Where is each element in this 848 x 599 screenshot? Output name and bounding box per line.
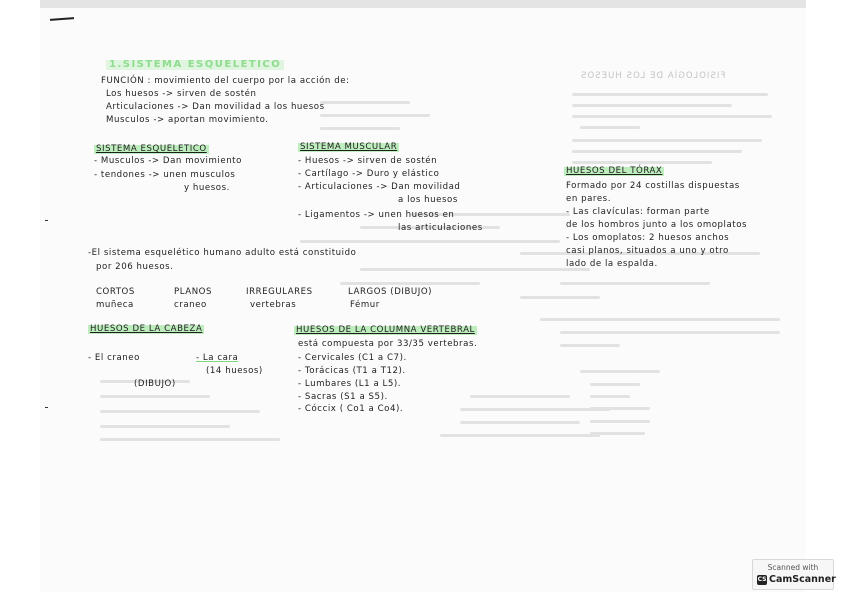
list-item: - El craneo: [88, 353, 140, 363]
list-item: - Huesos -> sirven de sostén: [298, 156, 438, 166]
list-item: - Cóccix ( Co1 a Co4).: [298, 404, 404, 414]
bone-type-example: craneo: [174, 300, 207, 310]
bone-type-label: CORTOS: [96, 287, 135, 297]
watermark-brand: CamScanner: [769, 574, 836, 585]
statement-line: -El sistema esquelético humano adulto está constituido: [88, 248, 357, 258]
margin-tick: [45, 407, 48, 408]
bone-type-example: Fémur: [350, 300, 380, 310]
list-item: y huesos.: [184, 183, 230, 193]
note: (DIBUJO): [134, 379, 176, 389]
list-item: Formado por 24 costillas dispuestas: [566, 181, 740, 191]
list-item: - Los omoplatos: 2 huesos anchos: [566, 233, 730, 243]
section-heading: HUESOS DE LA CABEZA: [90, 324, 203, 334]
bone-type-example: vertebras: [250, 300, 297, 310]
bone-type-label: LARGOS (DIBUJO): [348, 287, 433, 297]
page-top-shadow: [40, 0, 806, 8]
list-item: - Torácicas (T1 a T12).: [298, 366, 406, 376]
bone-type-example: muñeca: [96, 300, 134, 310]
list-item: de los hombros junto a los omoplatos: [566, 220, 748, 230]
margin-tick: [45, 220, 48, 221]
section-heading: HUESOS DE LA COLUMNA VERTEBRAL: [296, 325, 475, 335]
intro-line: Los huesos -> sirven de sostén: [106, 89, 257, 99]
watermark-caption: Scanned with: [767, 563, 819, 572]
section-heading: SISTEMA MUSCULAR: [300, 142, 398, 152]
section-heading: SISTEMA ESQUELETICO: [96, 144, 207, 154]
intro-line: Articulaciones -> Dan movilidad a los huesos: [106, 102, 325, 112]
camscanner-watermark: [752, 559, 834, 590]
list-item: - La cara: [196, 353, 239, 363]
list-item: - Cartílago -> Duro y elástico: [298, 169, 440, 179]
list-item: las articulaciones: [398, 223, 483, 233]
bone-type-label: PLANOS: [174, 287, 212, 297]
list-item: - tendones -> unen musculos: [94, 170, 236, 180]
list-item: - Lumbares (L1 a L5).: [298, 379, 402, 389]
list-item: a los huesos: [398, 195, 458, 205]
list-item: casi planos, situados a uno y otro: [566, 246, 729, 256]
camscanner-logo-icon: CS: [757, 576, 767, 583]
list-item: - Articulaciones -> Dan movilidad: [298, 182, 461, 192]
section-subtitle: está compuesta por 33/35 vertebras.: [298, 339, 478, 349]
list-item: - Ligamentos -> unen huesos en: [298, 210, 455, 220]
list-item: lado de la espalda.: [566, 259, 658, 269]
list-item: - Musculos -> Dan movimiento: [94, 156, 242, 166]
list-item: en pares.: [566, 194, 611, 204]
note: (14 huesos): [206, 366, 263, 376]
page-title: 1.SISTEMA ESQUELETICO: [106, 60, 284, 70]
statement-line: por 206 huesos.: [96, 262, 174, 272]
intro-line: Musculos -> aportan movimiento.: [106, 115, 269, 125]
intro-line: FUNCIÓN : movimiento del cuerpo por la acción de:: [101, 76, 350, 86]
list-item: - Las clavículas: forman parte: [566, 207, 710, 217]
list-item: - Sacras (S1 a S5).: [298, 392, 388, 402]
section-heading: HUESOS DEL TÓRAX: [566, 166, 663, 176]
bone-type-label: IRREGULARES: [246, 287, 313, 297]
list-item: - Cervicales (C1 a C7).: [298, 353, 407, 363]
